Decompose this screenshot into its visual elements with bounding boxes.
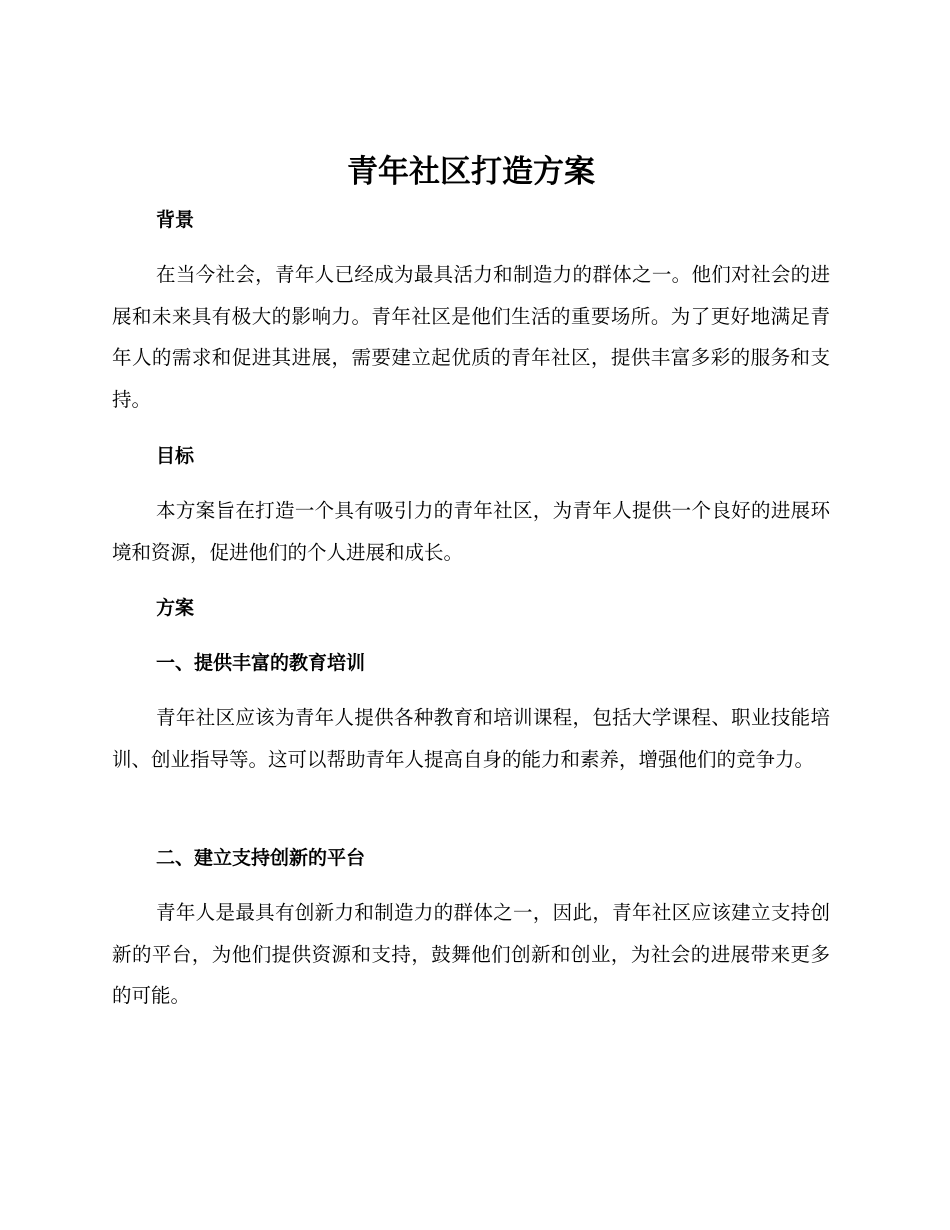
document-title: 青年社区打造方案 [347,154,595,190]
section-heading-background: 背景 [156,209,195,231]
section-heading-goal: 目标 [156,445,195,467]
section-heading-plan: 方案 [156,597,195,619]
section-paragraph-goal: 本方案旨在打造一个具有吸引力的青年社区，为青年人提供一个良好的进展环境和资源，促进他们的个人进展和成长。 [112,499,830,564]
section-paragraph-education: 青年社区应该为青年人提供各种教育和培训课程，包括大学课程、职业技能培训、创业指导等。这可以帮助青年人提高自身的能力和素养，增强他们的竞争力。 [112,706,830,771]
section-heading-innovation: 二、建立支持创新的平台 [156,847,366,869]
section-heading-education: 一、提供丰富的教育培训 [156,652,366,674]
section-paragraph-background: 在当今社会，青年人已经成为最具活力和制造力的群体之一。他们对社会的进展和未来具有极大的影响力。青年社区是他们生活的重要场所。为了更好地满足青年人的需求和促进其进展，需要建立起优质的青年社区，提供丰富多彩的服务和支持。 [112,263,830,411]
section-paragraph-innovation: 青年人是最具有创新力和制造力的群体之一，因此，青年社区应该建立支持创新的平台，为他们提供资源和支持，鼓舞他们创新和创业，为社会的进展带来更多的可能。 [112,901,830,1007]
